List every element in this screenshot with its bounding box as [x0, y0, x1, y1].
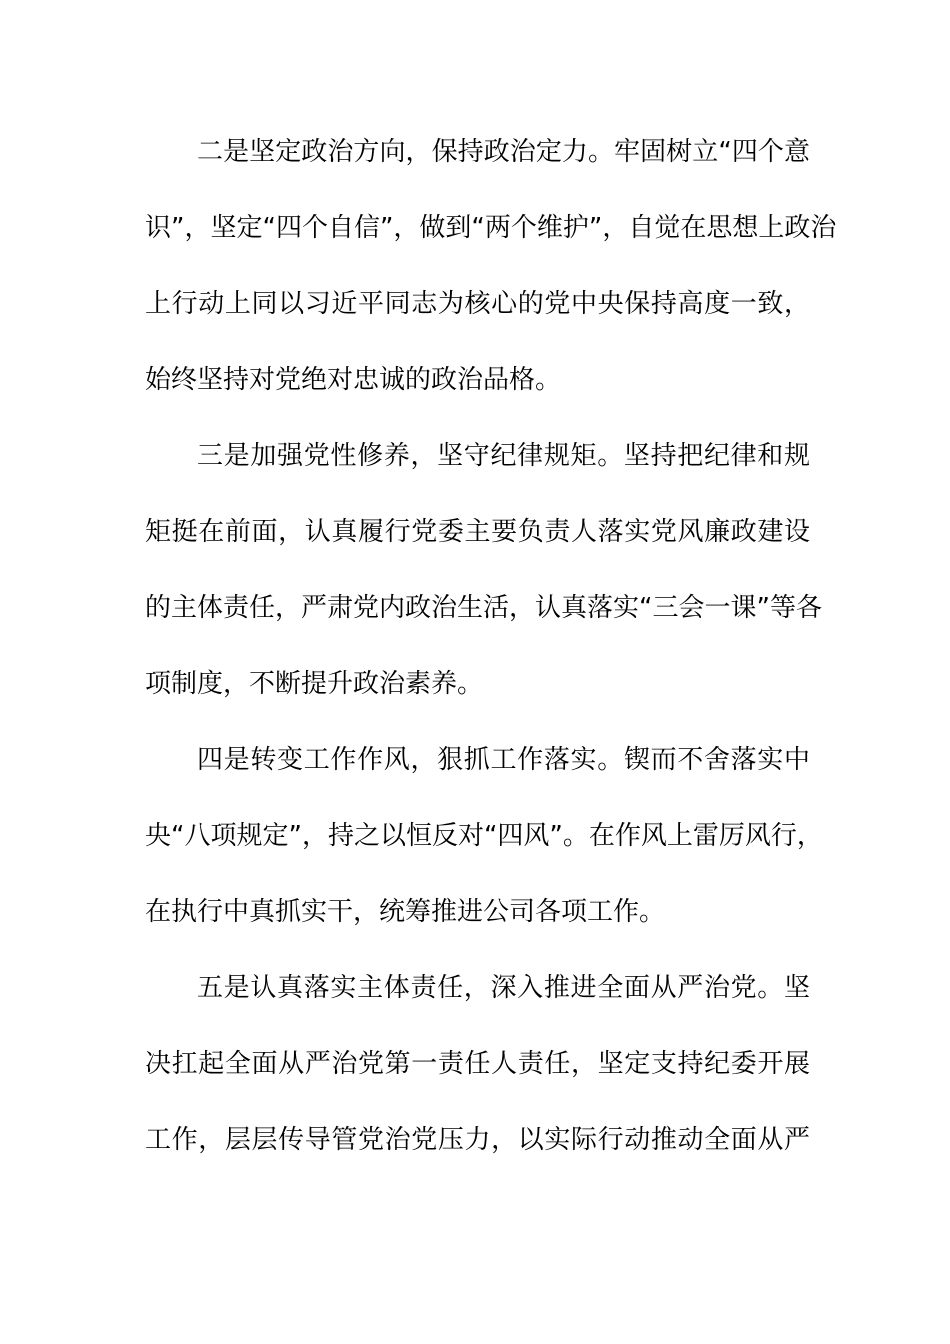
text-line: 央“八项规定”，持之以恒反对“四风”。在作风上雷厉风行，: [145, 821, 823, 851]
paragraph-political-direction: [145, 114, 837, 418]
paragraph-party-discipline: [145, 418, 822, 722]
document-body: [145, 114, 837, 1178]
text-line: 五是认真落实主体责任，深入推进全面从严治党。坚: [197, 973, 810, 1003]
text-line: 三是加强党性修养，坚守纪律规矩。坚持把纪律和规: [197, 441, 810, 471]
paragraph-work-style: [145, 722, 823, 950]
text-line: 上行动上同以习近平同志为核心的党中央保持高度一致，: [145, 289, 810, 319]
text-line: 二是坚定政治方向，保持政治定力。牢固树立“四个意: [197, 137, 810, 167]
text-line: 项制度，不断提升政治素养。: [145, 669, 484, 699]
text-line: 矩挺在前面，认真履行党委主要负责人落实党风廉政建设: [145, 517, 810, 547]
text-line: 始终坚持对党绝对忠诚的政治品格。: [145, 365, 562, 395]
text-line: 四是转变工作作风，狠抓工作落实。锲而不舍落实中: [197, 745, 810, 775]
text-line: 工作，层层传导管党治党压力，以实际行动推动全面从严: [145, 1125, 810, 1155]
text-line: 识”，坚定“四个自信”，做到“两个维护”，自觉在思想上政治: [145, 213, 837, 243]
text-line: 在执行中真抓实干，统筹推进公司各项工作。: [145, 897, 666, 927]
text-line: 的主体责任，严肃党内政治生活，认真落实“三会一课”等各: [145, 593, 822, 623]
text-line: 决扛起全面从严治党第一责任人责任，坚定支持纪委开展: [145, 1049, 810, 1079]
paragraph-main-responsibility: [145, 950, 810, 1178]
